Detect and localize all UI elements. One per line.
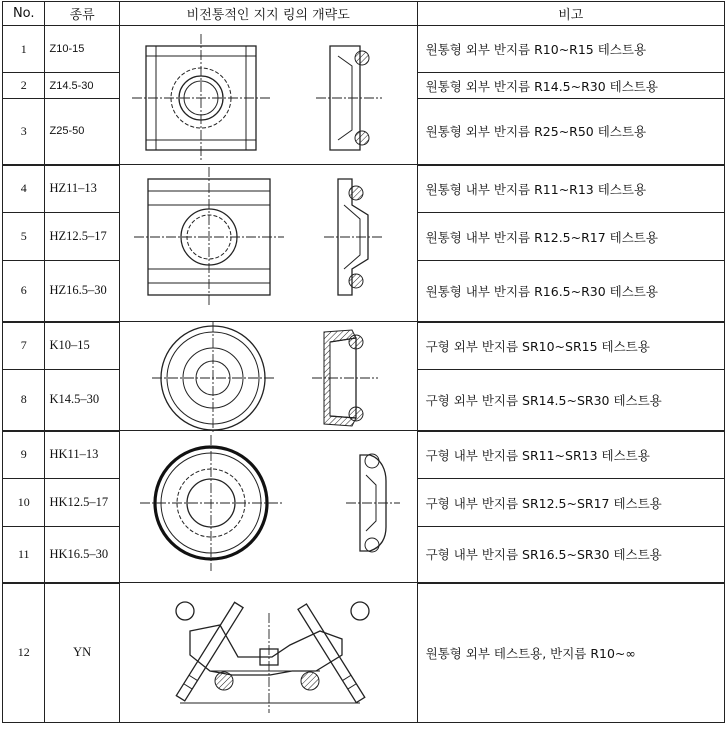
row-remark: 구형 외부 반지름 SR14.5~SR30 테스트용 [417, 370, 724, 431]
row-remark: 구형 내부 반지름 SR12.5~SR17 테스트용 [417, 479, 724, 527]
sketch-yn-fixture [119, 583, 417, 723]
row-remark: 원통형 외부 반지름 R25~R50 테스트용 [417, 99, 724, 165]
row-remark: 원통형 내부 반지름 R12.5~R17 테스트용 [417, 213, 724, 261]
sketch-spherical-inner [119, 431, 417, 583]
cylindrical-inner-ring-drawing [120, 165, 424, 322]
row-type: HZ12.5–17 [45, 213, 119, 261]
row-remark: 원통형 내부 반지름 R11~R13 테스트용 [417, 165, 724, 213]
cylindrical-outer-ring-drawing [120, 26, 424, 166]
header-remark: 비고 [417, 2, 724, 26]
table-header-row [3, 2, 725, 26]
row-number: 6 [3, 261, 45, 322]
sketch-cylindrical-inner [119, 165, 417, 322]
spherical-inner-ring-drawing [120, 431, 424, 587]
row-remark: 원통형 외부 반지름 R10~R15 테스트용 [417, 26, 724, 73]
header-sketch: 비전통적인 지지 링의 개략도 [119, 2, 417, 26]
sketch-cylindrical-outer [119, 26, 417, 165]
row-type: HK12.5–17 [45, 479, 119, 527]
row-remark: 구형 외부 반지름 SR10~SR15 테스트용 [417, 322, 724, 370]
row-type: HK11–13 [45, 431, 119, 479]
row-type: HK16.5–30 [45, 527, 119, 583]
row-remark: 구형 내부 반지름 SR11~SR13 테스트용 [417, 431, 724, 479]
row-type: K14.5–30 [45, 370, 119, 431]
row-remark: 원통형 외부 테스트용, 반지름 R10~∞ [417, 583, 724, 723]
spherical-outer-ring-drawing [120, 322, 424, 432]
row-number: 10 [3, 479, 45, 527]
header-no: No. [3, 2, 45, 26]
row-number: 8 [3, 370, 45, 431]
header-type: 종류 [45, 2, 119, 26]
row-number: 2 [3, 73, 45, 99]
row-remark: 원통형 외부 반지름 R14.5~R30 테스트용 [417, 73, 724, 99]
sketch-spherical-outer [119, 322, 417, 431]
table-row [3, 583, 725, 723]
row-type: Z10-15 [45, 26, 119, 73]
row-type: HZ16.5–30 [45, 261, 119, 322]
row-number: 1 [3, 26, 45, 73]
row-type: K10–15 [45, 322, 119, 370]
row-remark: 구형 내부 반지름 SR16.5~SR30 테스트용 [417, 527, 724, 583]
row-number: 9 [3, 431, 45, 479]
row-number: 4 [3, 165, 45, 213]
table-row [3, 26, 725, 73]
row-remark: 원통형 내부 반지름 R16.5~R30 테스트용 [417, 261, 724, 322]
row-type: YN [45, 583, 119, 723]
row-number: 5 [3, 213, 45, 261]
row-number: 11 [3, 527, 45, 583]
table-row [3, 165, 725, 213]
table-row [3, 431, 725, 479]
row-number: 12 [3, 583, 45, 723]
support-ring-table [2, 1, 725, 723]
row-type: HZ11–13 [45, 165, 119, 213]
row-type: Z25-50 [45, 99, 119, 165]
row-type: Z14.5-30 [45, 73, 119, 99]
table-row [3, 322, 725, 370]
row-number: 7 [3, 322, 45, 370]
yn-fixture-drawing [120, 583, 424, 723]
row-number: 3 [3, 99, 45, 165]
